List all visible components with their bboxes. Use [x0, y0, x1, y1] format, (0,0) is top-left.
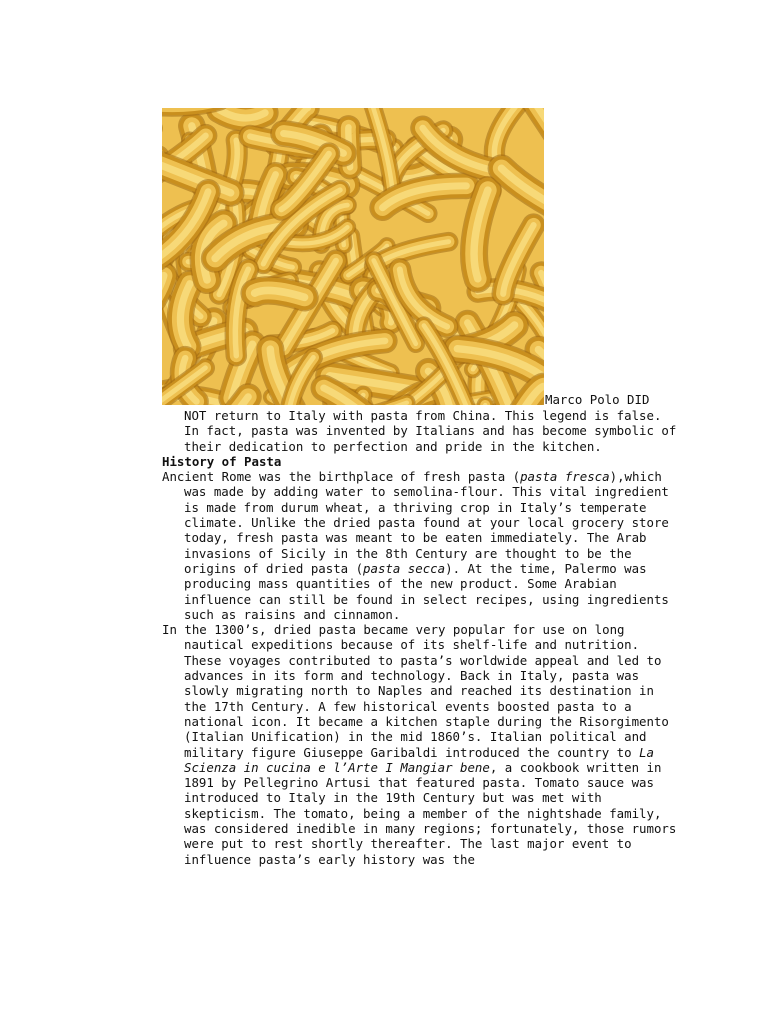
intro-paragraph: NOT return to Italy with pasta from China. This legend is false. In fact, pasta was invented by Italians and has become symbolic of their dedication to perfection and pride in the kitchen. [184, 408, 677, 454]
document-page [162, 108, 682, 867]
figure-row [162, 108, 682, 408]
section-heading: History of Pasta [162, 453, 282, 469]
p1-italic-b: pasta secca [363, 560, 446, 576]
p1-text-a: Ancient Rome was the birthplace of fresh pasta ( [162, 469, 521, 485]
pasta-photo [162, 108, 544, 405]
paragraph-1300s [162, 622, 682, 867]
p2-text-b: , a cookbook written in 1891 by Pellegrino Artusi that featured pasta. Tomato sauce was introduced to Italy in the 19th Century but was met with skepticism. The tomato, being a member of the nightshade family, was considered inedible in many regions; fortunately, those rumors were put to rest shortly thereafter. The last major event to influence pasta’s early history was the [184, 759, 677, 867]
pasta-image [162, 108, 544, 405]
p1-italic-a: pasta fresca [520, 469, 610, 485]
p2-text-a: In the 1300’s, dried pasta became very popular for use on long nautical expeditions because of its shelf-life and nutrition. These voyages contributed to pasta’s worldwide appeal and led to advances in its form and technology. Back in Italy, pasta was slowly migrating north to Naples and reached its destination in the 17th Century. A few historical events boosted pasta to a national icon. It became a kitchen staple during the Risorgimento (Italian Unification) in the mid 1860’s. Italian political and military figure Giuseppe Garibaldi introduced the country to [162, 622, 669, 760]
paragraph-ancient-rome [162, 469, 682, 622]
intro-first-line: Marco Polo DID [545, 392, 650, 407]
p2-italic-cookbook: La Scienza in cucina e l’Arte I Mangiar bene [184, 744, 654, 775]
p1-text-c: ). At the time, Palermo was producing mass quantities of the new product. Some Arabian influence can still be found in select recipes, using ingredients such as raisins and cinnamon. [184, 560, 669, 622]
p1-text-b: ),which was made by adding water to semolina-flour. This vital ingredient is made from durum wheat, a thriving crop in Italy’s temperate climate. Unlike the dried pasta found at your local grocery store today, fresh pasta was meant to be eaten immediately. The Arab invasions of Sicily in the 8th Century are thought to be the origins of dried pasta ( [184, 469, 669, 576]
